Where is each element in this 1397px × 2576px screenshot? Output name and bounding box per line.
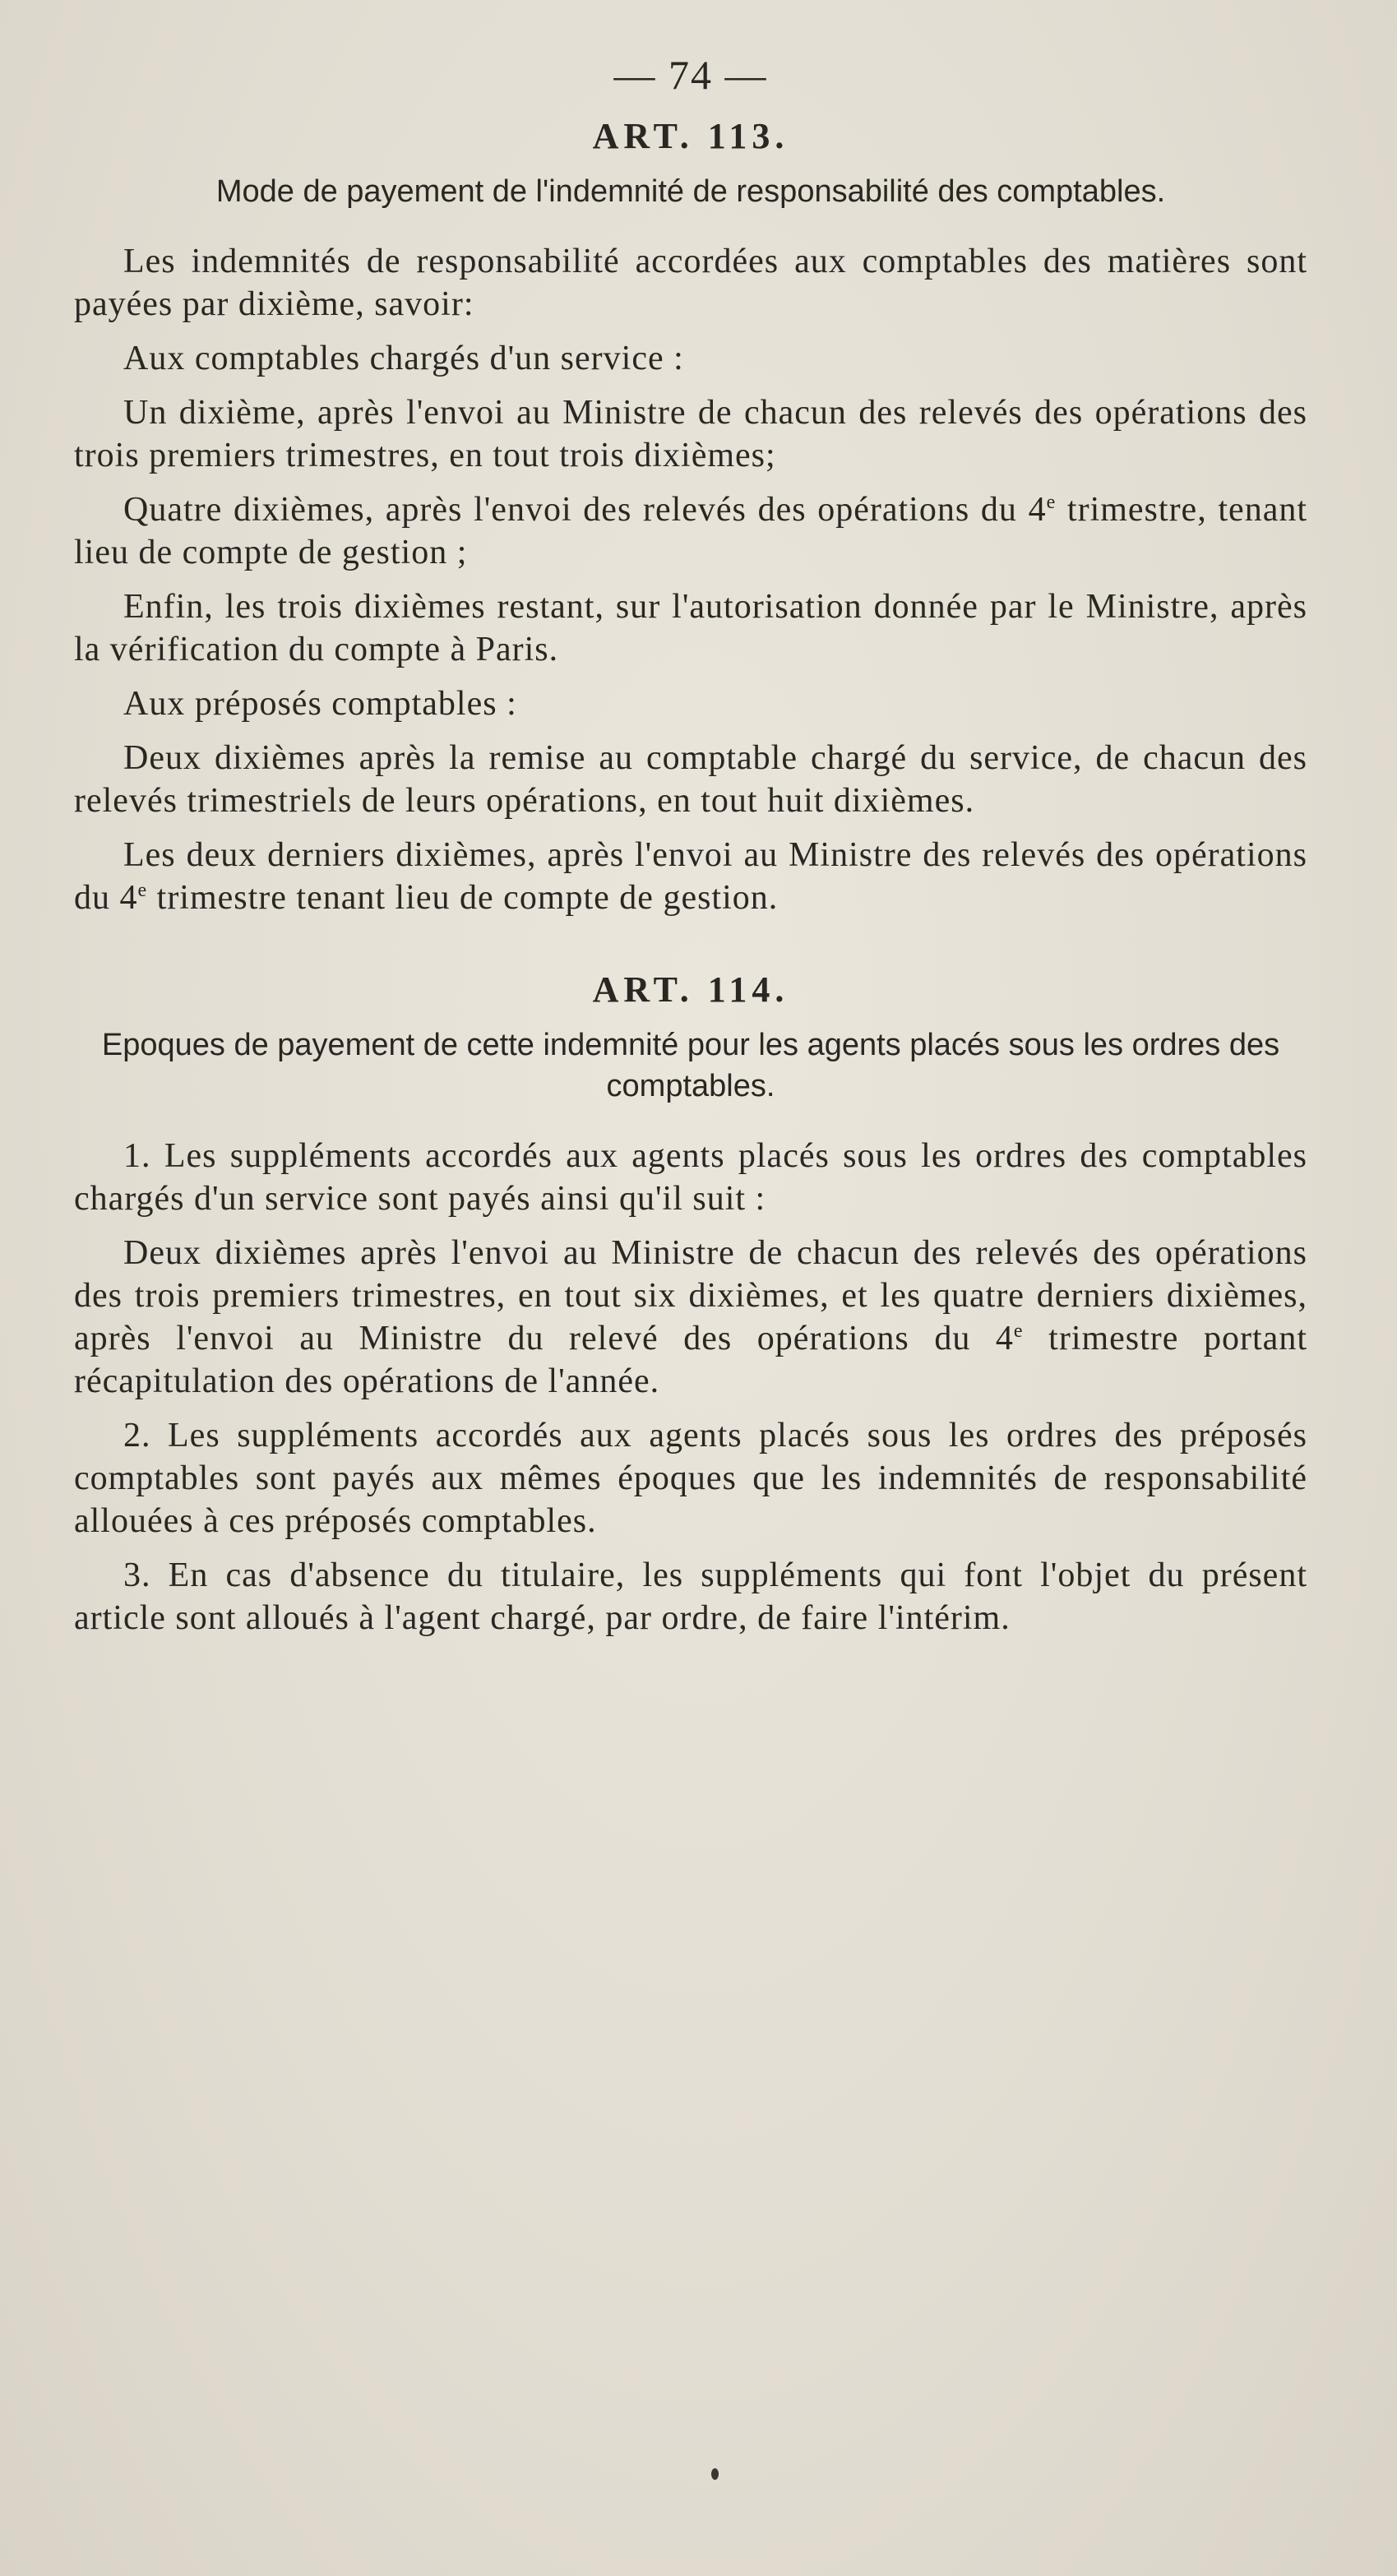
paragraph: 3. En cas d'absence du titulaire, les suppléments qui font l'objet du présent article sont alloués à l'agent chargé, par ordre, de faire l'intérim. xyxy=(74,1556,1307,1637)
paragraph: Aux comptables chargés d'un service : xyxy=(123,340,684,377)
article-title: Mode de payement de l'indemnité de responsabilité des comptables. xyxy=(215,174,1166,209)
paragraph: 1. Les suppléments accordés aux agents placés sous les ordres des comptables chargés d'un service sont payés ainsi qu'il suit : xyxy=(74,1137,1307,1218)
paragraph: Les deux derniers dixièmes, après l'envoi au Ministre des relevés des opérations du 4e trimestre tenant lieu de compte de gestion. xyxy=(74,836,1307,917)
page-body xyxy=(74,49,1307,1651)
paragraph: Deux dixièmes après la remise au comptable chargé du service, de chacun des relevés trimestriels de leurs opérations, en tout huit dixièmes. xyxy=(74,739,1307,820)
article-title: Epoques de payement de cette indemnité pour les agents placés sous les ordres des comptables. xyxy=(101,1028,1280,1103)
article-113 xyxy=(74,113,1307,919)
paragraph: Quatre dixièmes, après l'envoi des relevés des opérations du 4e trimestre, tenant lieu de compte de gestion ; xyxy=(74,491,1307,571)
article-heading: ART. 113. xyxy=(592,116,789,156)
page-number: — 74 — xyxy=(613,52,768,98)
paragraph: Aux préposés comptables : xyxy=(123,685,517,723)
article-heading: ART. 114. xyxy=(592,969,789,1010)
article-114 xyxy=(74,967,1307,1639)
ink-speck xyxy=(711,2468,719,2480)
paragraph: 2. Les suppléments accordés aux agents placés sous les ordres des préposés comptables sont payés aux mêmes époques que les indemnités de responsabilité allouées à ces préposés comptables. xyxy=(74,1417,1307,1540)
paragraph: Enfin, les trois dixièmes restant, sur l'autorisation donnée par le Ministre, après la vérification du compte à Paris. xyxy=(74,588,1307,668)
paragraph: Deux dixièmes après l'envoi au Ministre de chacun des relevés des opérations des trois premiers trimestres, en tout six dixièmes, et les quatre derniers dixièmes, après l'envoi au Ministre du relevé des opérations du 4e trimestre portant récapitulation des opérations de l'année. xyxy=(74,1234,1307,1400)
paragraph: Les indemnités de responsabilité accordées aux comptables des matières sont payées par dixième, savoir: xyxy=(74,243,1307,323)
section-gap xyxy=(74,931,1307,967)
paragraph: Un dixième, après l'envoi au Ministre de chacun des relevés des opérations des trois premiers trimestres, en tout trois dixièmes; xyxy=(74,394,1307,474)
